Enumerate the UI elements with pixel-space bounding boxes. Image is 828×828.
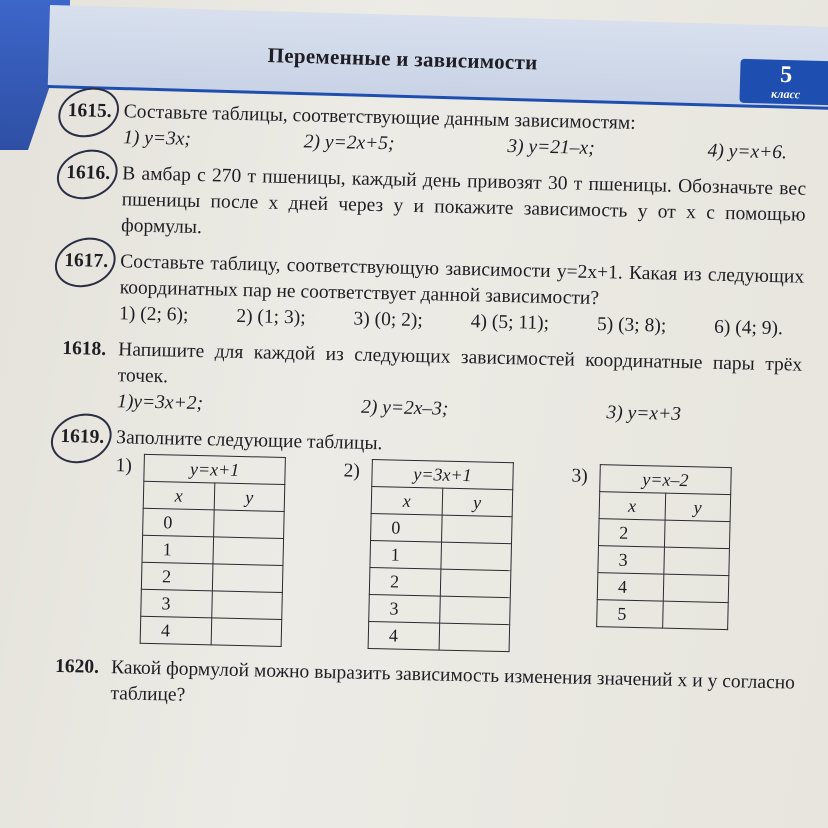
table-row — [141, 589, 283, 619]
problem-number: 1615. — [67, 98, 111, 125]
x-cell: 3 — [141, 589, 212, 618]
problem-text: Составьте таблицу, соответствующую зависимости y=2x+1. Какая из следующих координатных пар не соответствует данной зависимости? — [119, 251, 805, 310]
table-row — [369, 567, 511, 597]
y-cell-empty[interactable] — [213, 510, 284, 539]
table-row — [597, 600, 729, 630]
table-formula: y=x+1 — [144, 454, 286, 484]
problem-1618 — [61, 336, 803, 431]
option: 4) (5; 11); — [470, 311, 550, 334]
value-table-1 — [140, 454, 286, 647]
chapter-title: Переменные и зависимости — [267, 43, 538, 75]
fill-tables — [112, 453, 800, 658]
table-row — [597, 573, 729, 603]
y-cell-empty[interactable] — [211, 618, 282, 647]
table-row — [370, 540, 512, 570]
problem-text: Составьте таблицы, соответствующие данным зависимостям: — [123, 101, 636, 134]
problem-1617 — [63, 248, 805, 343]
option: 3) y=21–x; — [507, 135, 595, 159]
x-cell: 3 — [369, 594, 440, 623]
table-label: 2) — [343, 460, 361, 482]
col-x-header: x — [143, 481, 214, 510]
exercises — [54, 98, 808, 733]
option: 6) (4; 9). — [713, 316, 784, 340]
problem-text: Напишите для каждой из следующих зависимостей координатные пары трёх точек. — [117, 339, 803, 388]
grade-word: класс — [770, 86, 801, 102]
option: 5) (3; 8); — [596, 314, 667, 337]
table-row — [598, 519, 730, 549]
problem-1620 — [54, 654, 795, 723]
option: 3) (0; 2); — [353, 308, 424, 332]
x-cell: 4 — [368, 621, 439, 650]
y-cell-empty[interactable] — [664, 520, 730, 548]
y-cell-empty[interactable] — [441, 515, 512, 544]
y-cell-empty[interactable] — [212, 537, 283, 566]
problem-text: Заполните следующие таблицы. — [116, 427, 383, 455]
y-cell-empty[interactable] — [440, 569, 511, 598]
problem-number: 1619. — [60, 424, 104, 451]
table-row — [369, 594, 511, 624]
x-cell: 2 — [598, 519, 664, 547]
y-cell-empty[interactable] — [663, 574, 729, 602]
page-header — [50, 5, 828, 102]
col-x-header: x — [371, 486, 442, 515]
option: 2) y=2x+5; — [303, 131, 395, 155]
option: 1)y=3x+2; — [116, 391, 204, 415]
x-cell: 2 — [141, 562, 212, 591]
y-cell-empty[interactable] — [662, 601, 728, 629]
col-y-header: y — [442, 488, 513, 517]
x-cell: 5 — [597, 600, 663, 628]
table-label: 3) — [571, 465, 589, 487]
table-row — [142, 535, 284, 565]
y-cell-empty[interactable] — [439, 623, 510, 652]
table-formula: y=x–2 — [600, 465, 732, 495]
x-cell: 4 — [597, 573, 663, 601]
col-y-header: y — [665, 493, 731, 521]
problem-1619 — [56, 424, 801, 659]
problem-number: 1616. — [66, 160, 110, 187]
problem-1616 — [65, 160, 807, 255]
x-cell: 2 — [369, 567, 440, 596]
table-row — [143, 508, 285, 538]
x-cell: 1 — [142, 535, 213, 564]
grade-badge — [739, 59, 828, 106]
grade-number: 5 — [779, 61, 793, 89]
table-row — [368, 621, 510, 651]
problem-text: В амбар с 270 т пшеницы, каждый день привозят 30 т пшеницы. Обозначьте вес пшеницы после x дней через y и покажите зависимость y от x с помощью формулы. — [120, 163, 807, 239]
value-table-2 — [368, 459, 514, 652]
y-cell-empty[interactable] — [439, 596, 510, 625]
value-table-3 — [596, 464, 732, 630]
y-cell-empty[interactable] — [212, 564, 283, 593]
x-cell: 0 — [371, 513, 442, 542]
option: 2) (1; 3); — [236, 305, 306, 329]
x-cell: 0 — [143, 508, 214, 537]
option: 2) y=2x–3; — [360, 396, 449, 420]
table-2-wrap — [340, 458, 572, 653]
option: 3) y=x+3 — [606, 402, 682, 425]
y-cell-empty[interactable] — [211, 591, 282, 620]
problem-number: 1617. — [64, 248, 108, 275]
y-cell-empty[interactable] — [663, 547, 729, 575]
option: 4) y=x+6. — [707, 140, 788, 164]
option: 1) y=3x; — [122, 127, 192, 150]
x-cell: 3 — [598, 546, 664, 574]
problem-number: 1618. — [62, 337, 107, 360]
table-row — [598, 546, 730, 576]
col-y-header: y — [214, 483, 285, 512]
table-row — [141, 562, 283, 592]
col-x-header: x — [599, 492, 665, 520]
table-row — [140, 616, 282, 646]
problem-1615 — [67, 98, 808, 167]
problem-number: 1620. — [54, 655, 100, 678]
option: 1) (2; 6); — [118, 303, 189, 326]
table-1-wrap — [112, 453, 344, 648]
problem-text: Какой формулой можно выразить зависимость изменения значений x и y согласно таблице? — [110, 657, 796, 706]
table-formula: y=3x+1 — [372, 459, 514, 489]
y-cell-empty[interactable] — [440, 542, 511, 571]
x-cell: 4 — [140, 616, 211, 645]
x-cell: 1 — [370, 540, 441, 569]
table-label: 1) — [115, 455, 133, 477]
table-row — [371, 513, 513, 543]
table-3-wrap — [568, 464, 800, 659]
